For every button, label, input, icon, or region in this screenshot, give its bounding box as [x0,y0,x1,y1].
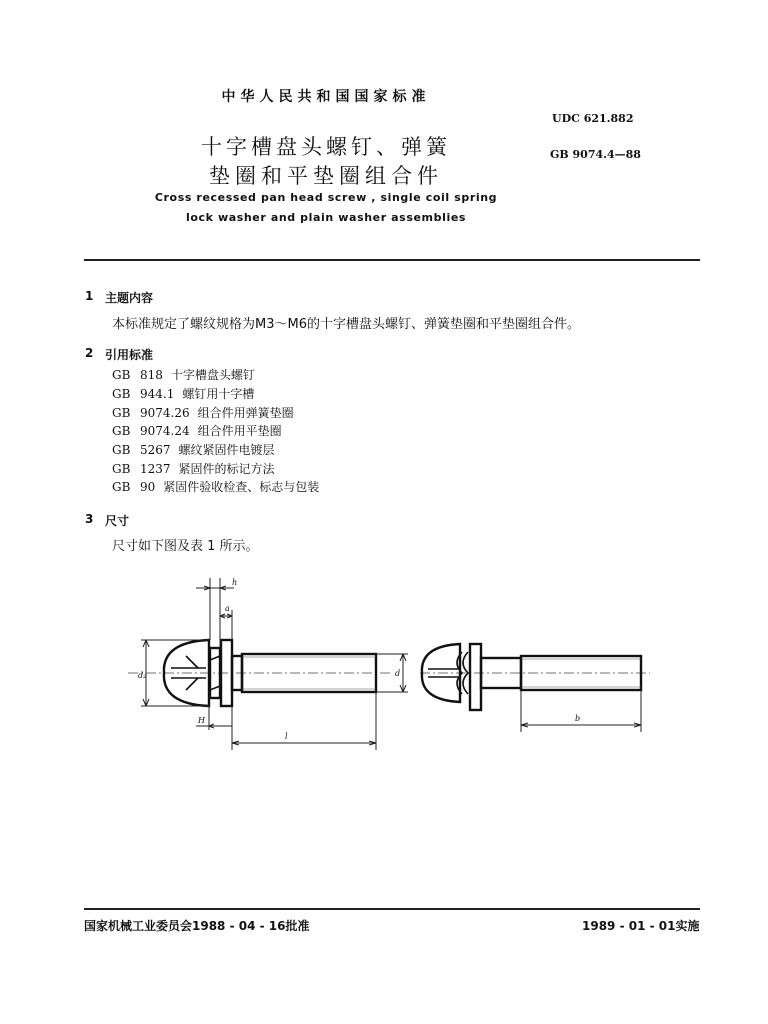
section-2-number: 2 [85,346,94,360]
reference-item [112,478,319,496]
screw-assembly-drawing [0,560,768,780]
section-1-text: 本标准规定了螺纹规格为M3～M6的十字槽盘头螺钉、弹簧垫圈和平垫圈组合件。 [112,317,580,332]
reference-name: 紧固件验收检查、标志与包装 [163,480,320,494]
reference-gb: GB [112,462,131,476]
reference-gb: GB [112,406,131,420]
section-1-number: 1 [85,289,94,303]
reference-number: 818 [140,368,163,382]
reference-number: 5267 [140,443,171,457]
right-assembly-view [420,644,650,732]
reference-item [112,441,275,459]
reference-name: 组合件用弹簧垫圈 [197,406,294,420]
title-chinese-line-2: 垫圈和平垫圈组合件 [209,164,443,188]
washer-split [210,656,220,660]
reference-name: 十字槽盘头螺钉 [170,368,255,382]
header-divider [84,259,700,261]
reference-item [112,422,282,440]
reference-gb: GB [112,424,131,438]
label-h: h [232,578,238,587]
label-l: l [285,732,288,741]
title-english-line-1: Cross recessed pan head screw , single coil spring [154,191,498,204]
title-chinese-line-1: 十字槽盘头螺钉、弹簧 [201,135,451,159]
section-3-number: 3 [85,512,94,526]
reference-number: 944.1 [140,387,175,401]
reference-gb: GB [112,443,131,457]
reference-name: 组合件用平垫圈 [197,424,282,438]
left-assembly-view [128,578,408,750]
reference-name: 螺钉用十字槽 [182,387,255,401]
reference-name: 螺纹紧固件电镀层 [178,443,275,457]
label-b: b [575,714,581,723]
reference-item [112,366,255,384]
reference-gb: GB [112,368,131,382]
label-d: d [395,669,401,678]
issuing-standard-header: 中华人民共和国国家标准 [221,89,431,105]
gb-standard-code: GB 9074.4—88 [550,148,641,161]
reference-number: 90 [140,480,156,494]
reference-item [112,460,275,478]
reference-gb: GB [112,387,131,401]
reference-name: 紧固件的标记方法 [178,462,275,476]
udc-code: UDC 621.882 [552,112,634,125]
section-3-title: 尺寸 [105,514,130,528]
approval-info: 国家机械工业委员会1988 - 04 - 16批准 [84,919,310,933]
reference-item [112,404,294,422]
reference-gb: GB [112,480,131,494]
title-english-line-2: lock washer and plain washer assemblies [185,211,467,224]
section-1-title: 主题内容 [105,291,154,305]
reference-number: 9074.26 [140,406,190,420]
washer-split [210,686,220,690]
footer-divider [84,908,700,910]
plain-washer [470,644,481,710]
implementation-date: 1989 - 01 - 01实施 [582,919,700,933]
reference-number: 9074.24 [140,424,190,438]
label-d2: d₂ [138,671,147,680]
label-a: a [225,604,230,613]
section-3-text: 尺寸如下图及表 1 所示。 [112,539,259,554]
reference-item [112,385,254,403]
reference-number: 1237 [140,462,171,476]
section-2-title: 引用标准 [105,348,154,362]
label-H: H [198,716,205,725]
